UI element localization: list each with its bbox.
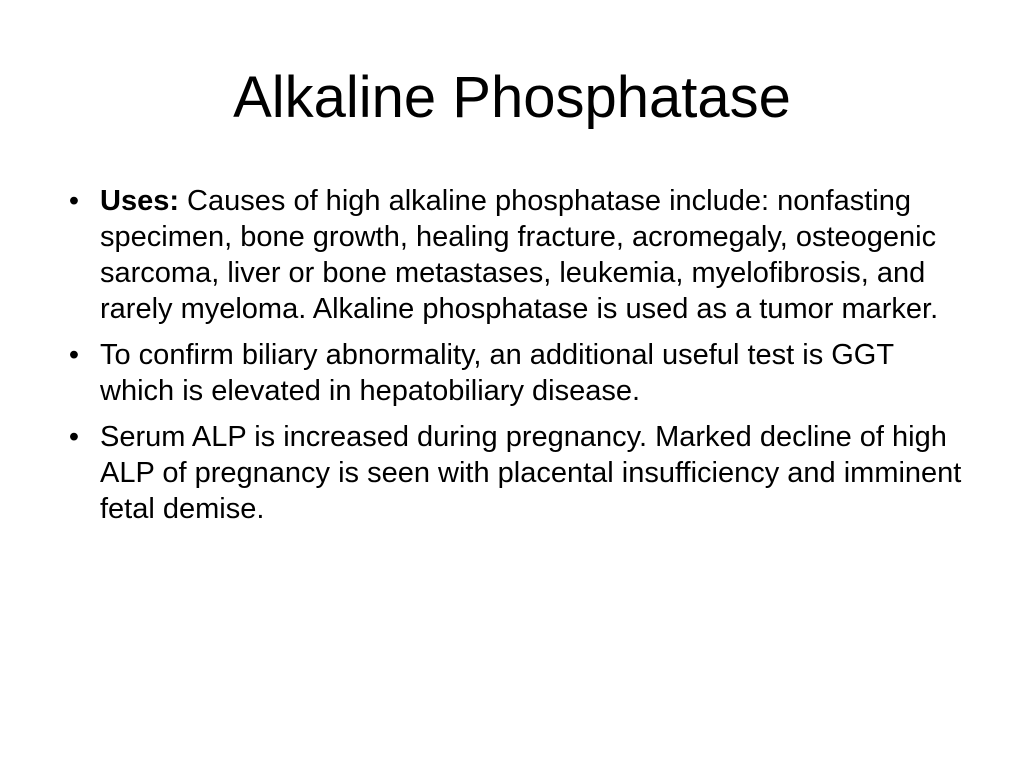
slide-title: Alkaline Phosphatase [233, 65, 791, 130]
bullet-text: Serum ALP is increased during pregnancy. Marked decline of high ALP of pregnancy is seen with placental insufficiency and imminent fetal demise. [100, 421, 962, 525]
list-item [60, 419, 970, 527]
bullet-list [60, 183, 970, 537]
bullet-icon: • [68, 421, 80, 453]
bullet-text: Causes of high alkaline phosphatase include: nonfasting specimen, bone growth, healing fracture, acromegaly, osteogenic sarcoma, liver or bone metastases, leukemia, myelofibrosis, and rarely myeloma. Alkaline phosphatase is used as a tumor marker. [100, 185, 939, 325]
bullet-label: Uses: [100, 185, 179, 217]
list-item [60, 183, 970, 327]
bullet-icon: • [68, 185, 80, 217]
bullet-text: To confirm biliary abnormality, an additional useful test is GGT which is elevated in hepatobiliary disease. [100, 339, 894, 407]
list-item [60, 337, 970, 409]
bullet-icon: • [68, 339, 80, 371]
